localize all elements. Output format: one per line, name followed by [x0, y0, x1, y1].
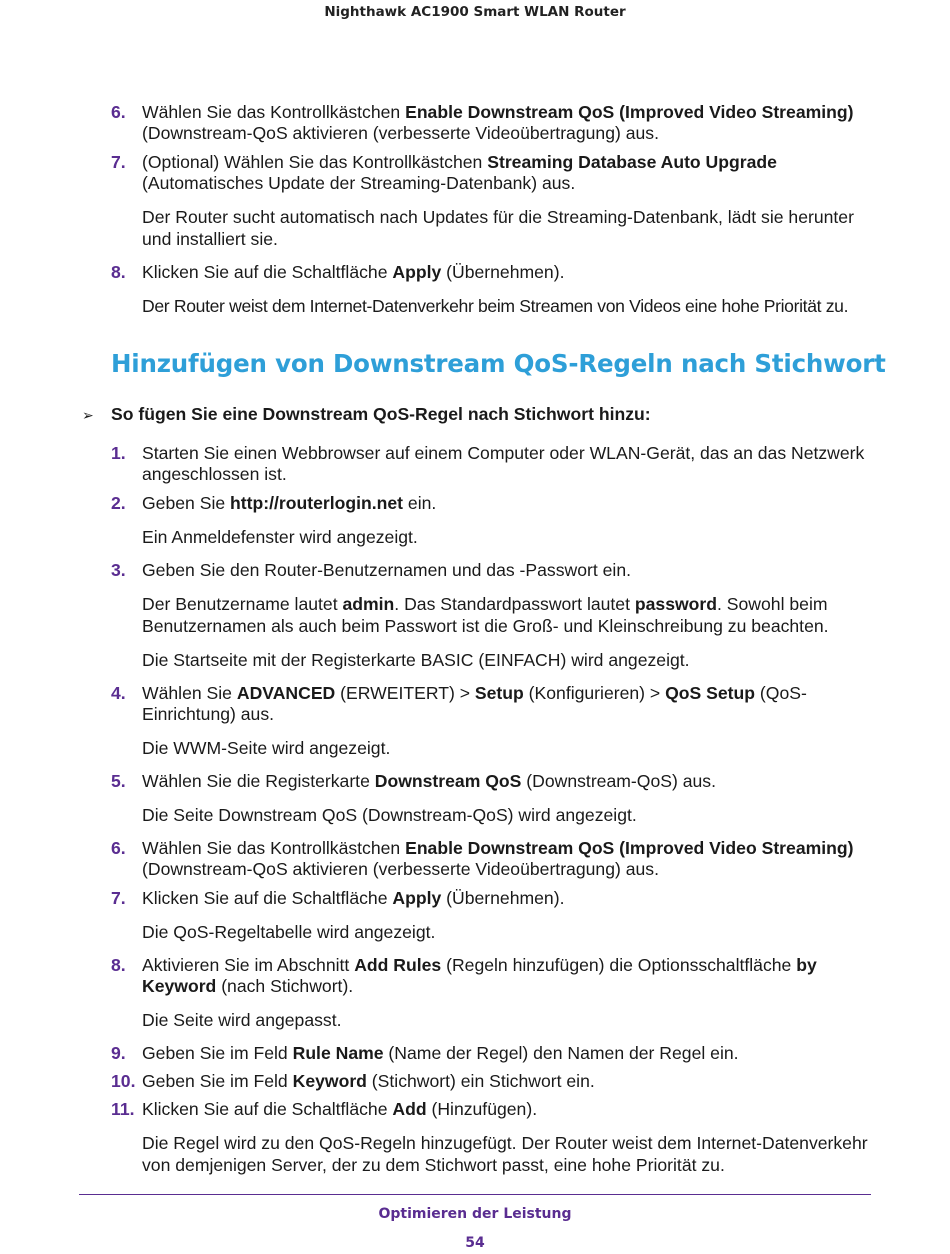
step-number: 2.: [111, 493, 126, 513]
ui-term: Add Rules: [354, 955, 442, 975]
ui-term: ADVANCED: [236, 683, 336, 703]
step-text: (Downstream-QoS aktivieren (verbesserte Videoübertragung) aus.: [142, 123, 659, 143]
step-5: [0, 771, 950, 792]
step-text: (Hinzufügen).: [426, 1099, 538, 1119]
step-text: Klicken Sie auf die Schaltfläche: [142, 1099, 393, 1119]
step-number: 8.: [111, 955, 126, 975]
step-text: Geben Sie: [142, 493, 231, 513]
ui-term: by Keyword: [142, 955, 817, 996]
procedure-title: [0, 404, 950, 425]
step-text: Wählen Sie das Kontrollkästchen: [142, 838, 406, 858]
password-value: password: [634, 594, 718, 614]
procedure-text: So fügen Sie eine Downstream QoS-Regel nach Stichwort hinzu:: [111, 404, 651, 424]
step-text: Geben Sie den Router-Benutzernamen und das -Passwort ein.: [142, 560, 631, 580]
step-number: 5.: [111, 771, 126, 791]
step-text: Wählen Sie die Registerkarte: [142, 771, 375, 791]
step-note: Ein Anmeldefenster wird angezeigt.: [142, 527, 418, 547]
running-header: Nighthawk AC1900 Smart WLAN Router: [324, 4, 626, 20]
arrow-bullet-icon: ➢: [82, 407, 94, 423]
step-7: [0, 888, 950, 909]
step-2: [0, 493, 950, 514]
step-number: 10.: [111, 1071, 136, 1091]
step-text: (nach Stichwort).: [216, 976, 354, 996]
section-heading: Hinzufügen von Downstream QoS-Regeln nach Stichwort: [111, 349, 886, 378]
ui-term: Keyword: [292, 1071, 367, 1091]
step-text: (Übernehmen).: [441, 262, 565, 282]
ui-term: Enable Downstream QoS (Improved Video Streaming): [405, 838, 854, 858]
step-number: 7.: [111, 888, 126, 908]
step-4: [0, 683, 950, 725]
step-text: (Regeln hinzufügen) die Optionsschaltfläche: [441, 955, 797, 975]
step-text: (Übernehmen).: [441, 888, 565, 908]
step-note: Die Seite Downstream QoS (Downstream-QoS) wird angezeigt.: [142, 805, 637, 825]
step-1: [0, 443, 950, 485]
step-number: 3.: [111, 560, 126, 580]
step-text: Klicken Sie auf die Schaltfläche: [142, 888, 393, 908]
note-text: . Sowohl beim Benutzernamen als auch beim Passwort ist die Groß- und Kleinschreibung zu beachten.: [142, 594, 829, 636]
step-text: (Konfigurieren) >: [523, 683, 666, 703]
step-note: Die QoS-Regeltabelle wird angezeigt.: [142, 922, 436, 942]
step-text: (Stichwort) ein Stichwort ein.: [366, 1071, 595, 1091]
step-3: [0, 560, 950, 581]
step-text: Aktivieren Sie im Abschnitt: [142, 955, 355, 975]
step-text: (Downstream-QoS aktivieren (verbesserte Videoübertragung) aus.: [142, 859, 659, 879]
ui-term: QoS Setup: [665, 683, 756, 703]
step-number: 9.: [111, 1043, 126, 1063]
step-8: [0, 955, 950, 997]
note-text: Der Benutzername lautet: [142, 594, 343, 614]
ui-term: Setup: [474, 683, 524, 703]
step-text: (Downstream-QoS) aus.: [521, 771, 716, 791]
step-note: Die Regel wird zu den QoS-Regeln hinzugefügt. Der Router weist dem Internet-Datenverkehr von demjenigen Server, der zu dem Stichwort passt, eine hohe Priorität zu.: [142, 1133, 868, 1175]
url-text: http://routerlogin.net: [230, 493, 404, 513]
ui-term: Add: [392, 1099, 427, 1119]
step-number: 7.: [111, 152, 126, 172]
ui-term: Downstream QoS: [374, 771, 522, 791]
step-text: Geben Sie im Feld: [142, 1071, 293, 1091]
step-number: 11.: [111, 1099, 135, 1119]
step-number: 8.: [111, 262, 126, 282]
step-note: Die Startseite mit der Registerkarte BASIC (EINFACH) wird angezeigt.: [142, 650, 690, 670]
step-number: 6.: [111, 102, 126, 122]
step-note: Die Seite wird angepasst.: [142, 1010, 342, 1030]
step-11: [0, 1099, 950, 1120]
ui-term: Apply: [392, 888, 442, 908]
page-content: [0, 102, 950, 1188]
step-text: Geben Sie im Feld: [142, 1043, 293, 1063]
footer-chapter-title: Optimieren der Leistung: [378, 1206, 572, 1222]
note-text: . Das Standardpasswort lautet: [394, 594, 635, 614]
ui-term: Streaming Database Auto Upgrade: [487, 152, 777, 172]
intro-step-6: [0, 102, 950, 144]
step-text: (Automatisches Update der Streaming-Datenbank) aus.: [142, 173, 576, 193]
step-note: [0, 593, 950, 637]
step-text: (ERWEITERT) >: [335, 683, 475, 703]
step-9: [0, 1043, 950, 1064]
page-number: 54: [465, 1235, 485, 1251]
step-note: Der Router sucht automatisch nach Updates für die Streaming-Datenbank, lädt sie herunter und installiert sie.: [142, 207, 854, 249]
step-note: Die WWM-Seite wird angezeigt.: [142, 738, 391, 758]
step-number: 6.: [111, 838, 126, 858]
step-text: (Name der Regel) den Namen der Regel ein.: [383, 1043, 739, 1063]
step-text: Starten Sie einen Webbrowser auf einem Computer oder WLAN-Gerät, das an das Netzwerk angeschlossen ist.: [142, 443, 865, 484]
step-text: (QoS-Einrichtung) aus.: [142, 683, 807, 724]
step-number: 4.: [111, 683, 126, 703]
intro-step-7: [0, 152, 950, 194]
footer-divider: [79, 1194, 871, 1195]
step-6: [0, 838, 950, 880]
username-value: admin: [342, 594, 395, 614]
ui-term: Rule Name: [292, 1043, 384, 1063]
step-note: Der Router weist dem Internet-Datenverkehr beim Streamen von Videos eine hohe Priorität zu.: [142, 296, 849, 316]
intro-step-8: [0, 262, 950, 283]
step-text: (Optional) Wählen Sie das Kontrollkästchen: [142, 152, 488, 172]
step-number: 1.: [111, 443, 126, 463]
ui-term: Enable Downstream QoS (Improved Video Streaming): [405, 102, 854, 122]
step-text: Klicken Sie auf die Schaltfläche: [142, 262, 393, 282]
step-text: Wählen Sie das Kontrollkästchen: [142, 102, 406, 122]
step-text: ein.: [403, 493, 437, 513]
step-text: Wählen Sie: [142, 683, 237, 703]
step-10: [0, 1071, 950, 1092]
ui-term: Apply: [392, 262, 442, 282]
